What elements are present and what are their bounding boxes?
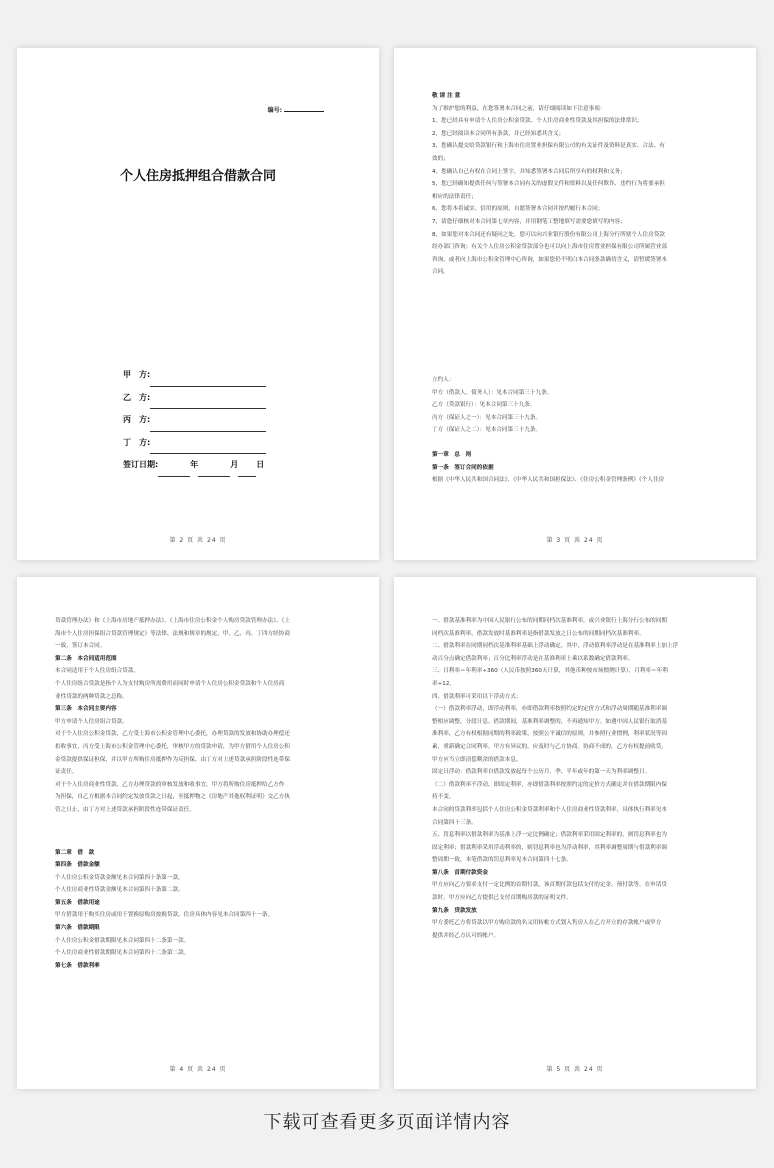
party-d [123, 432, 266, 455]
contract-title: 个人住房抵押组合借款合同 [119, 169, 276, 184]
spacer [55, 817, 341, 847]
paragraph-line: 丙方（保证人之一）：见本合同第三十九条。 [432, 414, 542, 421]
page-4-body [55, 615, 341, 972]
paragraph-line: 固定日浮动：借款利率自借款发放起每个公历月、季、半年或年的第一天为利率调整日。 [432, 769, 651, 776]
spacer [432, 437, 718, 449]
paragraph-line: 扣收事宜，丙方受上海市公积金管理中心委托，审核甲方的贷款申请，为甲方借用个人住房公积 [55, 743, 290, 750]
party-list [123, 364, 266, 477]
paragraph-line: 动百分点确定借款利率；百分比利率浮动是在基准利率上乘以系数确定借款利率。 [432, 655, 634, 662]
section-heading: 第六条 借款期限 [55, 925, 100, 932]
party-b-blank [150, 396, 266, 409]
page-footer: 第 3 页 共 24 页 [546, 537, 604, 544]
paragraph-line: 甲方委托乙方将贷款以甲方购房款的名义用转帐方式划入售房人在乙方开立的存款帐户或甲方 [432, 920, 662, 927]
paragraph-line: 8，如果您对本合同还有疑问之处，您可以向兴业银行股份有限公司上海分行所辖个人住房贷款 [432, 231, 665, 238]
paragraph-line: 本合同适用于个人住房组合贷款。 [55, 668, 139, 675]
paragraph-line: 海市个人住房担保组合贷款管理规定》等法律、法规和规章的规定，甲、乙、丙、丁四方经协商 [55, 630, 290, 637]
contract-number [268, 105, 324, 114]
signing-date-label: 签订日期: [123, 460, 159, 469]
paragraph-line: 四、借款利率可采用以下浮动方式： [432, 693, 522, 700]
party-a [123, 364, 266, 387]
section-heading: 第七条 借款利率 [55, 962, 100, 969]
paragraph-line: 整相应调整，分段计息。借款期间，基准利率调整的，不再通知甲方。如遇中国人民银行取消基 [432, 718, 667, 725]
paragraph-line: 甲方应当立即清偿剩余的借款本息。 [432, 756, 522, 763]
paragraph-line: 个人住房商业性贷款金额见本合同第四十条第二款。 [55, 887, 184, 894]
download-more-text: 下载可查看更多页面详情内容 [263, 1112, 511, 1133]
paragraph-line: 为担保，自乙方根据本合同约定发放贷款之日起，至抵押物之《房地产其他权利证明》交乙方执 [55, 794, 290, 801]
paragraph-line: 5，您已经确知提供任何与签署本合同有关的虚假文件和资料以及任何欺诈、违约行为将要承担 [432, 181, 665, 188]
paragraph-line: 经办部门咨询；有关个人住房公积金贷款部分也可以向上海市住房置业担保有限公司所属营业部 [432, 244, 667, 251]
paragraph-lines [55, 615, 341, 817]
paragraph-line: 贷款管理办法》和《上海市房地产抵押办法》、《上海市住房公积金个人购房贷款管理办法》、《上 [55, 618, 290, 624]
paragraph-line: 金贷款提供保证担保，并以甲方所购住房抵押作为反担保，由丁方对上述贷款承担阶段性连带保 [55, 756, 290, 763]
notice-section [432, 90, 718, 279]
paragraph-line: 相应的法律责任； [432, 193, 477, 200]
paragraph-line: 素，重新确定合同利率。甲方有异议的，应及时与乙方协商。协商不成的，乙方有权提前收贷， [432, 743, 667, 750]
paragraph-line: 五、罚息利率以借款利率为基准上浮一定比例确定；借款利率采用固定利率的，则罚息利率也为 [432, 832, 667, 839]
party-lines [432, 374, 718, 437]
paragraph-line: （一）借款利率浮动，即浮动利率，亦即借款利率按照约定的定价方式和浮动周期随基准利率调 [432, 706, 667, 713]
paragraph-line: 甲方应向乙方要求支付一定比例的首期付款，该首期付款包括支付的定金、预付款等。在申请贷 [432, 882, 667, 889]
paragraph-line: 乙方（贷款银行）：见本合同第三十九条。 [432, 402, 536, 409]
paragraph-line: 丁方（保证人之二）：见本合同第三十九条。 [432, 427, 542, 434]
paragraph-line: 合同。 [432, 269, 449, 276]
article-heading: 第一条 签订合同的依据 [432, 464, 494, 471]
section-heading: 第二章 借 款 [55, 849, 95, 856]
paragraph-line: 甲方申请个人住房组合贷款。 [55, 718, 128, 725]
year-label: 年 [190, 460, 199, 469]
notice-lines [432, 103, 718, 279]
contract-number-blank [284, 111, 324, 112]
paragraph-line: 7，请您仔细核对本合同第七章内容，并用钢笔工整地填写需要您填写的内容； [432, 218, 626, 225]
paragraph-line: 1，您已经具有申请个人住房公积金贷款、个人住房商业性贷款及其担保的法律常识； [432, 118, 643, 125]
paragraph-line: 个人住房商业性借款期限见本合同第四十二条第二款。 [55, 950, 190, 957]
paragraph-line: 甲方借款用于购买住房或用于置换原购房按揭贷款，住房具体内容见本合同第四十一条。 [55, 912, 274, 919]
page-5-body [432, 615, 718, 942]
paragraph-line: 持不变。 [432, 794, 455, 801]
paragraph-line: 业性贷款的两种贷款之总称。 [55, 693, 128, 700]
paragraph-line: 个人住房组合贷款是指个人为支付购房所需费用而同时申请个人住房公积金贷款和个人住房商 [55, 680, 285, 687]
section-heading: 第二条 本合同适用范围 [55, 655, 117, 662]
notice-heading: 敬 请 注 意 [432, 93, 461, 99]
party-c-blank [150, 419, 266, 432]
day-blank [238, 464, 256, 477]
party-a-blank [150, 374, 266, 387]
paragraph-line: 3，您确认提交给贷款银行和上海市住房置业担保有限公司的有关证件及资料是真实、合法、有 [432, 143, 665, 150]
month-label: 月 [230, 460, 239, 469]
paragraph-line: 三、日利率＝年利率÷360（人民币按照360天计算，其他币种按市场惯例计算），月利率＝年利 [432, 668, 668, 675]
section-heading: 第五条 借款用途 [55, 899, 100, 906]
paragraph-line: 本合同的贷款利率包括个人住房公积金贷款利率和个人住房商业性贷款利率，具体执行利率见本 [432, 806, 667, 813]
party-b-label: 乙 方: [123, 392, 151, 402]
paragraph-line: 根据《中华人民共和国合同法》、《中华人民共和国担保法》、《住房公积金管理条例》《个人住房 [432, 477, 665, 484]
page-footer: 第 5 页 共 24 页 [546, 1066, 604, 1073]
paragraph-line: 咨询，或者向上海市公积金管理中心咨询，如果您仍不明白本合同条款确切含义，请暂缓签署本 [432, 256, 667, 263]
section-heading: 第八条 首期付款资金 [432, 869, 488, 876]
paragraph-line: 2，您已经阅读本合同所有条款，并已经知悉其含义； [432, 130, 565, 137]
paragraph-line: 一致，签订本合同。 [55, 643, 106, 650]
party-c [123, 409, 266, 432]
chapter-heading: 第一章 总 则 [432, 451, 472, 458]
paragraph-line: 二、借款利率在同期同档次基准利率基础上浮动确定。其中，浮动值利率浮动是在基准利率上加上浮 [432, 643, 679, 650]
paragraph-lines [432, 615, 718, 942]
paragraph-line: 同档次基准利率，借款发放时基准利率是指借款发放之日公布的同期同档次基准利率。 [432, 630, 645, 637]
paragraph-line: 整周期一致，本笔借款的罚息利率见本合同第四十七条。 [432, 857, 572, 864]
month-blank [198, 464, 230, 477]
paragraph-line: 率÷12。 [432, 680, 455, 687]
paragraph-line: 提供并经乙方认可的帐户。 [432, 932, 500, 939]
party-b [123, 387, 266, 410]
paragraph-line: 对于个人住房商业性贷款，乙方办理贷款的审核发放和收事宜，甲方将所购住房抵押给乙方作 [55, 781, 285, 788]
paragraph-line: 个人住房公积金贷款金额见本合同第四十条第一款。 [55, 874, 184, 881]
paragraph-line: 为了维护您的利益，在您签署本合同之前，请仔细阅读如下注意事项： [432, 105, 606, 112]
paragraph-line: 准利率，乙方有权根据同期的利率政策，按照公平诚信的原则，并参照行业惯例，利率状况等因 [432, 731, 667, 738]
page-4 [17, 577, 379, 1089]
paragraph-line: 管之日止，由丁方对上述贷款承担阶段性连带保证责任。 [55, 806, 195, 813]
party-a-label: 甲 方: [123, 370, 151, 379]
party-d-label: 丁 方: [123, 437, 151, 447]
party-c-label: 丙 方: [123, 415, 151, 424]
page-3 [394, 48, 756, 560]
section-heading: 第三条 本合同主要内容 [55, 706, 117, 713]
paragraph-line: 款时，甲方应向乙方提供已支付首期购房款的证明文件。 [432, 895, 572, 902]
page-5 [394, 577, 756, 1089]
paragraph-line: 一、借款基准利率为中国人民银行公布的同期同档次基准利率，或兴业银行上海分行公布的同期 [432, 618, 667, 624]
page-2-cover [17, 48, 379, 560]
paragraph-line: 4，您确认自己有权在合同上签字，并知悉签署本合同后所享有的权利和义务； [432, 168, 626, 175]
page-footer: 第 2 页 共 24 页 [169, 537, 227, 544]
day-label: 日 [256, 460, 265, 469]
paragraph-lines-2 [55, 847, 341, 973]
paragraph-line: （二）借款利率不浮动，即固定利率，亦即借款利率按照约定的定价方式确定并在借款期限内保 [432, 781, 667, 788]
paragraph-line: 证责任。 [55, 769, 78, 776]
page-footer: 第 4 页 共 24 页 [169, 1066, 227, 1073]
contract-number-label: 编号: [267, 107, 282, 114]
paragraph-line: 立约人： [432, 377, 455, 383]
paragraph-line: 对于个人住房公积金贷款，乙方受上海市公积金管理中心委托，办理贷款的发放和协助办理偿还 [55, 731, 290, 738]
year-blank [158, 464, 190, 477]
signing-date [123, 454, 266, 477]
paragraph-line: 合同第四十三条。 [432, 819, 477, 826]
paragraph-line: 6，您将本着诚实、信用的原则，自愿签署本合同并按约履行本合同； [432, 206, 604, 213]
paragraph-line: 个人住房公积金借款期限见本合同第四十二条第一款。 [55, 937, 190, 944]
section-heading: 第四条 借款金额 [55, 862, 100, 869]
paragraph-line: 甲方（借款人、债务人）：见本合同第三十九条。 [432, 389, 553, 396]
paragraph-line: 固定利率；借款利率采用浮动利率的，则罚息利率也为浮动利率，其利率调整周期与借款利率调 [432, 844, 667, 851]
paragraph-line: 效的； [432, 155, 449, 162]
parties-section [432, 374, 718, 487]
section-heading: 第九条 贷款发放 [432, 907, 477, 914]
party-d-blank [150, 441, 266, 454]
